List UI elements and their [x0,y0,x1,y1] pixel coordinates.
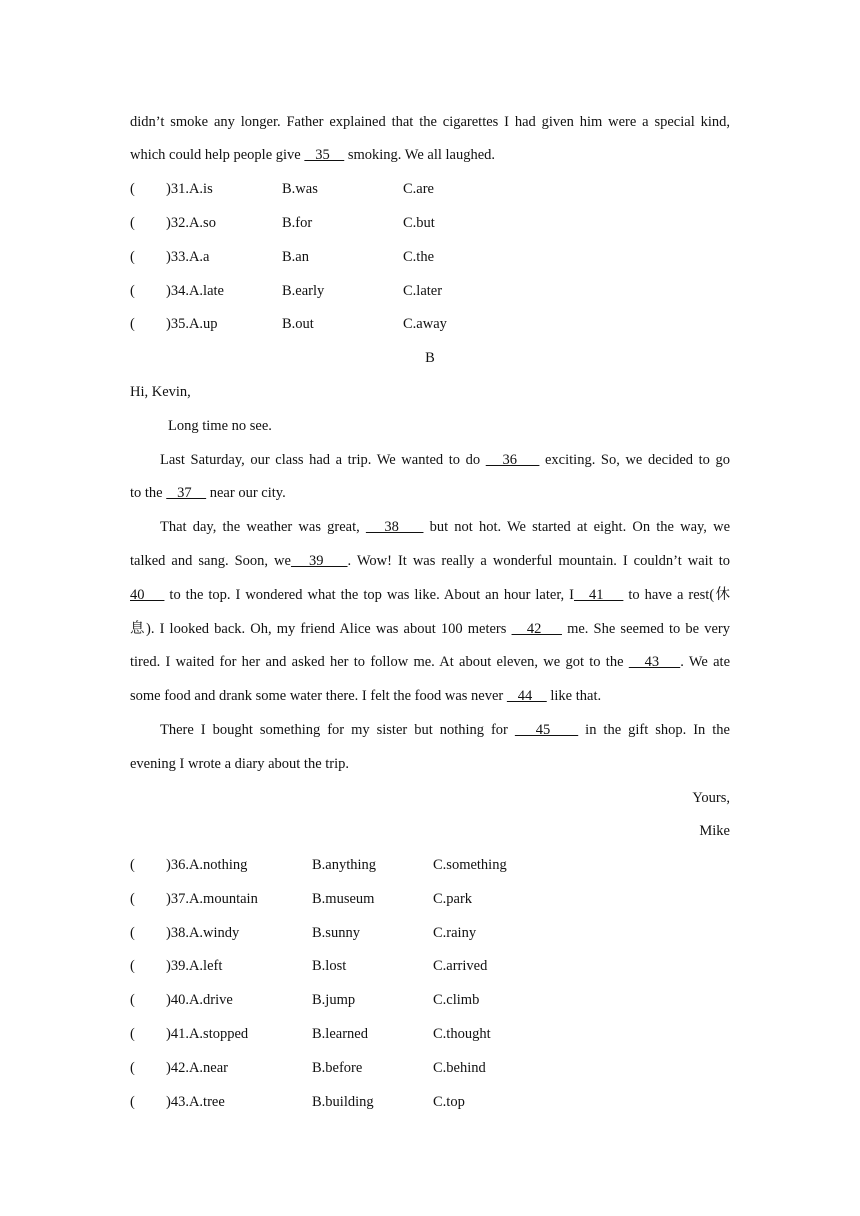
blank-45: 45 [514,722,579,738]
question-35: ( )35.A.up B.out C.away [130,316,447,332]
blank-40: 40 [130,587,165,603]
blank-42: 42 [511,621,562,637]
question-43: ( )43.A.tree B.building C.top [130,1094,465,1110]
blank-41: 41 [574,587,624,603]
paragraph-2-line-6: some food and drank some water there. I felt the food was never 44 like that. [130,688,602,704]
question-33: ( )33.A.a B.an C.the [130,249,435,265]
question-40: ( )40.A.drive B.jump C.climb [130,992,480,1008]
question-42: ( )42.A.near B.before C.behind [130,1060,486,1076]
question-34: ( )34.A.late B.early C.later [130,283,443,299]
letter-greeting: Hi, Kevin, [130,384,191,400]
question-41: ( )41.A.stopped B.learned C.thought [130,1026,491,1042]
question-39: ( )39.A.left B.lost C.arrived [130,958,488,974]
letter-signature: Mike [699,823,730,839]
blank-39: 39 [290,553,348,569]
paragraph-2-line-2: talked and sang. Soon, we 39 . Wow! It was really a wonderful mountain. I couldn’t wait to [130,553,731,569]
paragraph-2-line-4: 息). I looked back. Oh, my friend Alice was about 100 meters 42 me. She seemed to be very [130,621,731,637]
question-31: ( )31.A.is B.was C.are [130,181,434,197]
paragraph-1-line-1: Last Saturday, our class had a trip. We wanted to do 36 exciting. So, we decided to go [160,452,731,468]
paragraph-1-line-2: to the 37 near our city. [130,485,286,501]
question-37: ( )37.A.mountain B.museum C.park [130,891,473,907]
blank-43: 43 [628,654,681,670]
paragraph-2-line-5: tired. I waited for her and asked her to follow me. At about eleven, we got to the 43 . We ate [130,654,731,670]
question-38: ( )38.A.windy B.sunny C.rainy [130,925,477,941]
passage-a-line-1: didn’t smoke any longer. Father explained that the cigarettes I had given him were a special kind, [130,114,730,130]
paragraph-2-line-3: 40 to the top. I wondered what the top was like. About an hour later, I 41 to have a rest(休 [130,587,731,603]
letter-closing: Yours, [692,790,730,806]
letter-opening: Long time no see. [168,418,272,434]
blank-36: 36 [485,452,540,468]
blank-37: 37 [166,485,207,501]
paragraph-2-line-1: That day, the weather was great, 38 but not hot. We started at eight. On the way, we [160,519,730,535]
blank-44: 44 [506,688,547,704]
paragraph-3-line-1: There I bought something for my sister but nothing for 45 in the gift shop. In the [160,722,730,738]
question-32: ( )32.A.so B.for C.but [130,215,435,231]
question-36: ( )36.A.nothing B.anything C.something [130,857,507,873]
paragraph-3-line-2: evening I wrote a diary about the trip. [130,756,350,772]
blank-35: 35 [304,147,345,163]
blank-38: 38 [365,519,424,535]
passage-a-line-2: which could help people give 35 smoking. We all laughed. [130,147,496,163]
section-heading: B [425,350,435,366]
